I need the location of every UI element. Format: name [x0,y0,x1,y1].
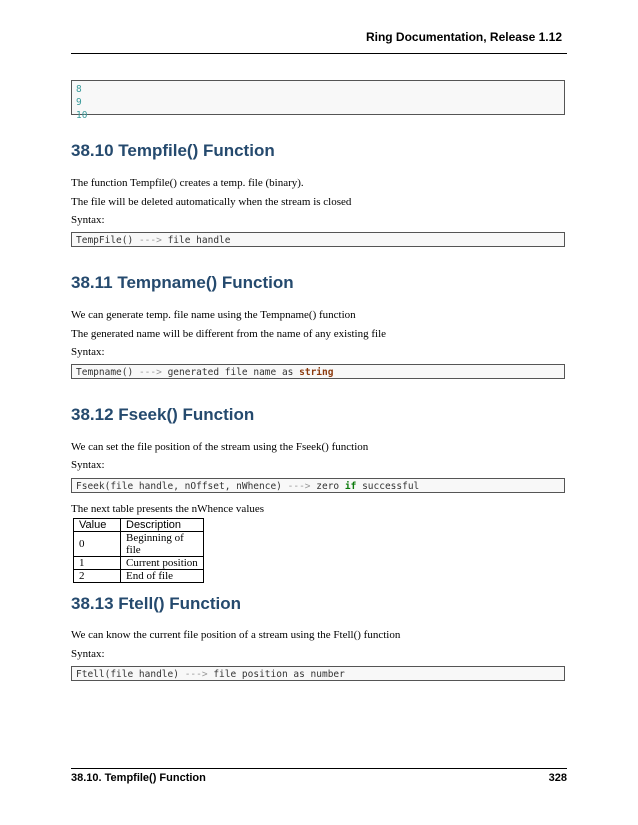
code-keyword: string [299,367,334,378]
code-line: 8 [76,84,82,95]
code-block-continued [71,80,565,121]
paragraph: The function Tempfile() creates a temp. file (binary). [71,177,304,189]
code-arrow: ---> [184,669,208,680]
table-intro: The next table presents the nWhence values [71,503,265,515]
paragraph: We can generate temp. file name using the Tempname() function [71,309,356,321]
table-header-cell: Value [74,519,121,532]
syntax-label: Syntax: [71,214,105,226]
syntax-label: Syntax: [71,648,105,660]
table-cell: 1 [74,557,121,570]
code-post: successful [362,481,420,492]
table-row [74,570,204,583]
header-rule [71,53,567,54]
code-rest: file position as number [213,669,345,680]
code-fn: Fseek(file handle, nOffset, nWhence) [76,481,282,492]
table-header-row [74,519,204,532]
section-heading-tempname: 38.11 Tempname() Function [71,273,294,292]
paragraph: The generated name will be different from the name of any existing file [71,328,387,340]
table-row [74,557,204,570]
syntax-label: Syntax: [71,459,105,471]
code-fn: Tempname() [76,367,134,378]
code-line: 10 [76,110,88,121]
code-block-tempfile [71,232,565,247]
running-header: Ring Documentation, Release 1.12 [365,30,562,44]
code-block-fseek [71,478,565,493]
table-cell: Beginning of file [121,532,204,557]
code-rest: generated file name as [167,367,294,378]
section-heading-tempfile: 38.10 Tempfile() Function [71,141,275,160]
section-heading-fseek: 38.12 Fseek() Function [71,405,255,424]
table-header-cell: Description [121,519,204,532]
paragraph: The file will be deleted automatically when the stream is closed [71,196,352,208]
table-row [74,532,204,557]
code-block-tempname [71,364,565,379]
page-number: 328 [548,772,567,784]
section-heading-ftell: 38.13 Ftell() Function [71,594,242,613]
code-arrow: ---> [138,235,162,246]
table-cell: 0 [74,532,121,557]
code-arrow: ---> [287,481,311,492]
code-arrow: ---> [138,367,162,378]
paragraph: We can know the current file position of a stream using the Ftell() function [71,629,401,641]
footer-section-title: 38.10. Tempfile() Function [71,772,206,784]
code-line: 9 [76,97,82,108]
footer-rule [71,768,567,769]
code-keyword: if [344,481,357,492]
code-pre: zero [316,481,340,492]
syntax-label: Syntax: [71,346,105,358]
table-cell: 2 [74,570,121,583]
table-cell: End of file [121,570,204,583]
code-fn: TempFile() [76,235,134,246]
paragraph: We can set the file position of the stream using the Fseek() function [71,441,369,453]
code-block-ftell [71,666,565,681]
code-fn: Ftell(file handle) [76,669,179,680]
table-cell: Current position [121,557,204,570]
nwhence-table [73,518,204,583]
code-rest: file handle [167,235,231,246]
